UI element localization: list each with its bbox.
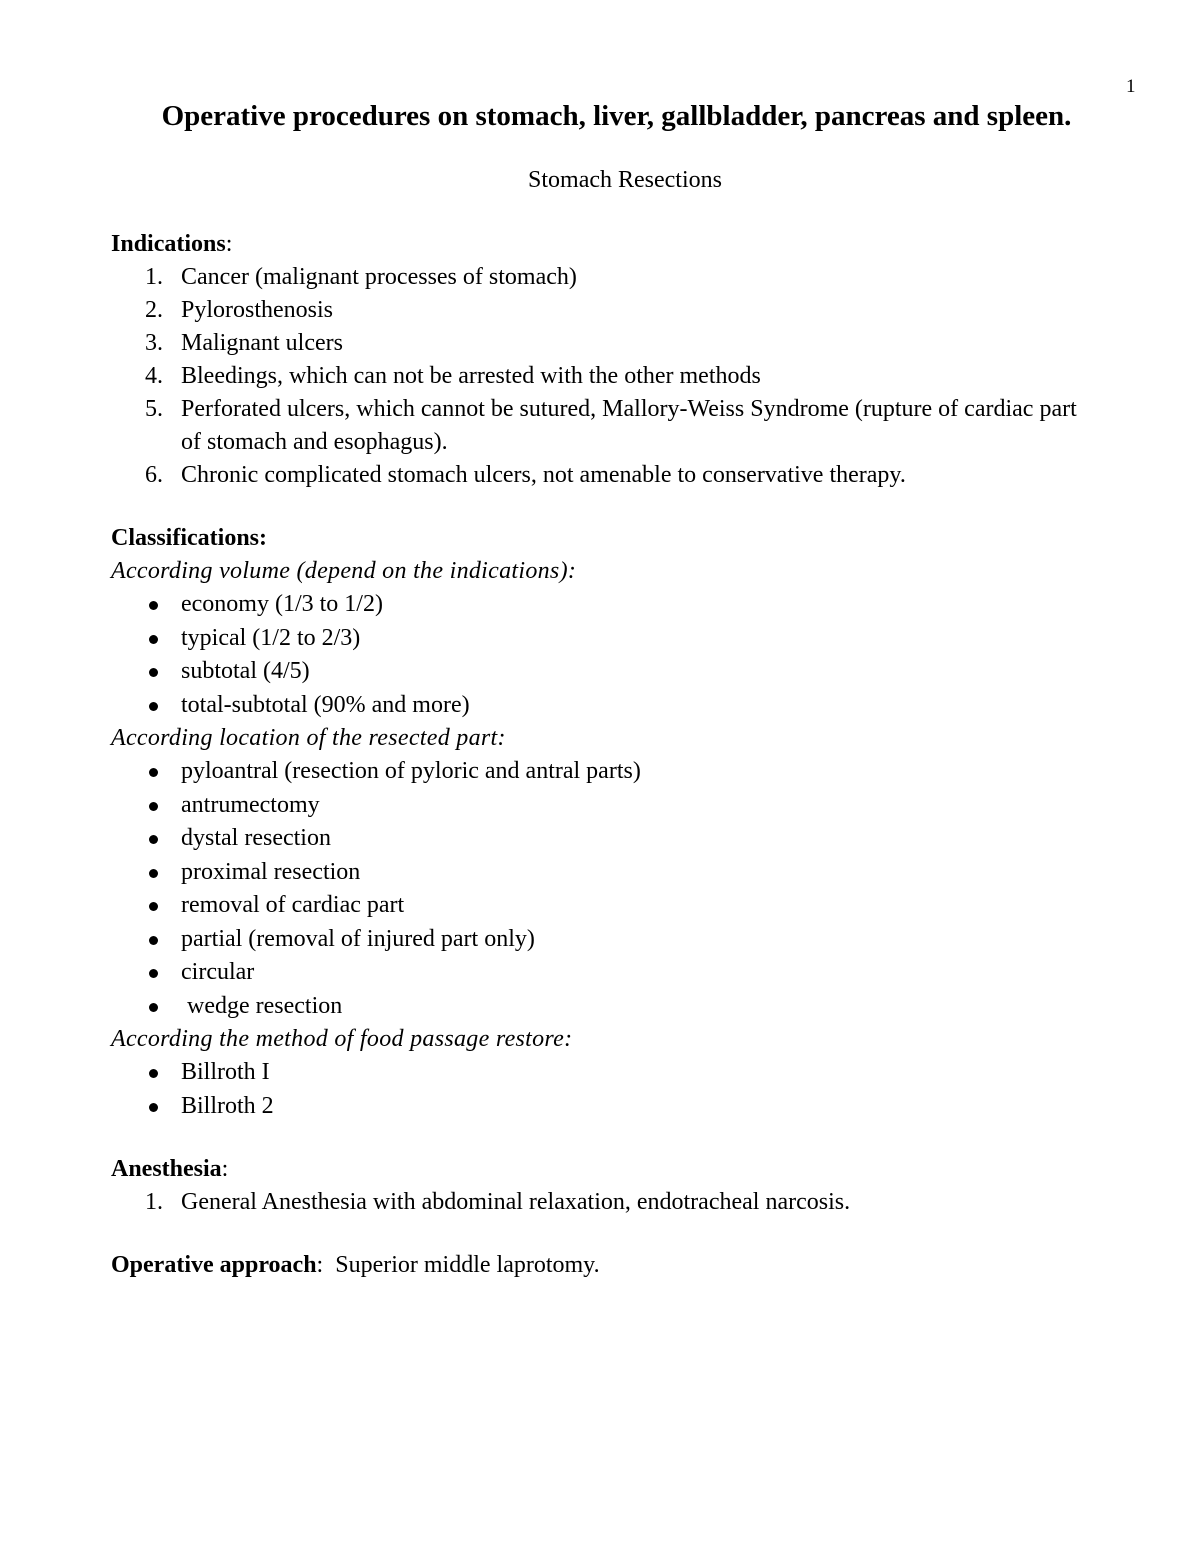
restore-subheading: According the method of food passage restore:	[111, 1026, 573, 1052]
list-item: circular	[111, 956, 1111, 990]
section-title: Stomach Resections	[528, 167, 722, 193]
list-item: typical (1/2 to 2/3)	[111, 622, 1111, 656]
list-item: proximal resection	[111, 856, 1111, 890]
list-item: 4. Bleedings, which can not be arrested with the other methods	[145, 363, 761, 389]
list-item: 1. Cancer (malignant processes of stomach)	[145, 264, 577, 290]
indications-list	[111, 261, 1111, 492]
bullet-icon	[149, 1069, 158, 1078]
list-item: economy (1/3 to 1/2)	[111, 588, 1111, 622]
anesthesia-heading: Anesthesia:	[111, 1156, 229, 1182]
document-title: Operative procedures on stomach, liver, gallbladder, pancreas and spleen.	[161, 100, 1072, 132]
list-item: Billroth 2	[111, 1090, 1111, 1124]
bullet-icon	[149, 668, 158, 677]
bullet-icon	[149, 802, 158, 811]
document-body	[111, 228, 1111, 1282]
operative-approach-label: Operative approach	[111, 1252, 317, 1278]
list-item: antrumectomy	[111, 789, 1111, 823]
list-item: 3. Malignant ulcers	[145, 330, 343, 356]
bullet-icon	[149, 768, 158, 777]
bullet-icon	[149, 601, 158, 610]
anesthesia-list	[111, 1186, 1111, 1219]
list-item: wedge resection	[111, 990, 1111, 1024]
list-item: removal of cardiac part	[111, 889, 1111, 923]
bullet-icon	[149, 635, 158, 644]
volume-list	[111, 588, 1111, 722]
list-item: 5. Perforated ulcers, which cannot be sutured, Mallory-Weiss Syndrome (rupture of cardiac part of stomach and esophagus).	[145, 396, 1077, 455]
bullet-icon	[149, 702, 158, 711]
list-item: dystal resection	[111, 822, 1111, 856]
bullet-icon	[149, 1003, 158, 1012]
bullet-icon	[149, 902, 158, 911]
list-item: 2. Pylorosthenosis	[145, 297, 334, 323]
operative-approach: Operative approach: Superior middle laprotomy.	[111, 1252, 600, 1278]
list-item: 6. Chronic complicated stomach ulcers, not amenable to conservative therapy.	[145, 462, 906, 488]
bullet-icon	[149, 1103, 158, 1112]
list-item: subtotal (4/5)	[111, 655, 1111, 689]
list-item: pyloantral (resection of pyloric and antral parts)	[111, 755, 1111, 789]
list-item: Billroth I	[111, 1056, 1111, 1090]
list-item: 1. General Anesthesia with abdominal relaxation, endotracheal narcosis.	[145, 1189, 851, 1215]
classifications-heading: Classifications:	[111, 525, 267, 551]
bullet-icon	[149, 869, 158, 878]
indications-heading: Indications:	[111, 231, 233, 257]
list-item: partial (removal of injured part only)	[111, 923, 1111, 957]
bullet-icon	[149, 969, 158, 978]
location-subheading: According location of the resected part:	[111, 725, 506, 751]
bullet-icon	[149, 936, 158, 945]
list-item: total-subtotal (90% and more)	[111, 689, 1111, 723]
page-number: 1	[1126, 76, 1136, 97]
operative-approach-value: Superior middle laprotomy.	[335, 1252, 600, 1278]
restore-list	[111, 1056, 1111, 1123]
volume-subheading: According volume (depend on the indications):	[111, 558, 577, 584]
bullet-icon	[149, 835, 158, 844]
location-list	[111, 755, 1111, 1023]
